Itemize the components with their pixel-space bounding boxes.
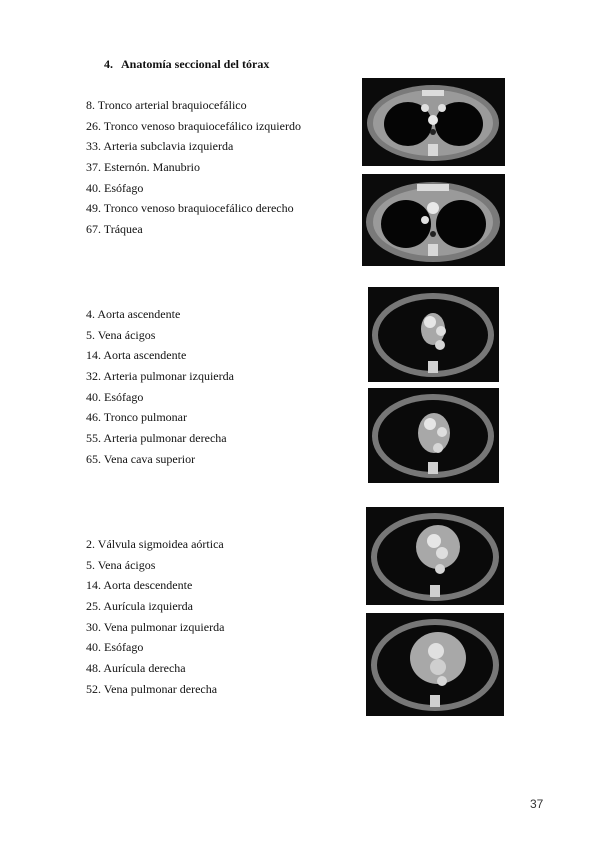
legend-item: 26. Tronco venoso braquiocefálico izquierdo <box>86 118 301 133</box>
legend-item: 40. Esófago <box>86 389 144 404</box>
section-heading <box>104 57 269 72</box>
legend-item: 67. Tráquea <box>86 222 143 237</box>
ct-scan-image-6 <box>366 613 504 716</box>
legend-item: 5. Vena ácigos <box>86 327 156 342</box>
ct-scan-image-3 <box>368 287 499 382</box>
legend-list-3 <box>86 534 224 700</box>
ct-scan-image-4 <box>368 388 499 483</box>
legend-item: 33. Arteria subclavia izquierda <box>86 139 234 154</box>
ct-scan-image-2 <box>362 174 505 266</box>
legend-item: 30. Vena pulmonar izquierda <box>86 619 225 634</box>
legend-item: 40. Esófago <box>86 640 144 655</box>
legend-item: 49. Tronco venoso braquiocefálico derecho <box>86 201 294 216</box>
legend-item: 32. Arteria pulmonar izquierda <box>86 369 234 384</box>
legend-list-2 <box>86 304 234 470</box>
legend-item: 48. Aurícula derecha <box>86 661 186 676</box>
legend-item: 4. Aorta ascendente <box>86 307 181 321</box>
legend-item: 8. Tronco arterial braquiocefálico <box>86 98 247 112</box>
legend-item: 5. Vena ácigos <box>86 557 156 572</box>
ct-scan-image-1 <box>362 78 505 166</box>
legend-item: 2. Válvula sigmoidea aórtica <box>86 537 224 551</box>
legend-item: 14. Aorta ascendente <box>86 348 187 363</box>
legend-item: 55. Arteria pulmonar derecha <box>86 431 227 446</box>
ct-scan-image-5 <box>366 507 504 605</box>
legend-item: 65. Vena cava superior <box>86 451 196 466</box>
legend-item: 37. Esternón. Manubrio <box>86 160 200 175</box>
section-number: 4. <box>104 57 113 71</box>
legend-item: 25. Aurícula izquierda <box>86 599 193 614</box>
section-title: Anatomía seccional del tórax <box>121 57 270 71</box>
legend-item: 14. Aorta descendente <box>86 578 193 593</box>
legend-item: 40. Esófago <box>86 180 144 195</box>
page-number: 37 <box>530 797 544 811</box>
legend-item: 46. Tronco pulmonar <box>86 410 188 425</box>
legend-item: 52. Vena pulmonar derecha <box>86 681 218 696</box>
legend-list-1 <box>86 95 301 240</box>
